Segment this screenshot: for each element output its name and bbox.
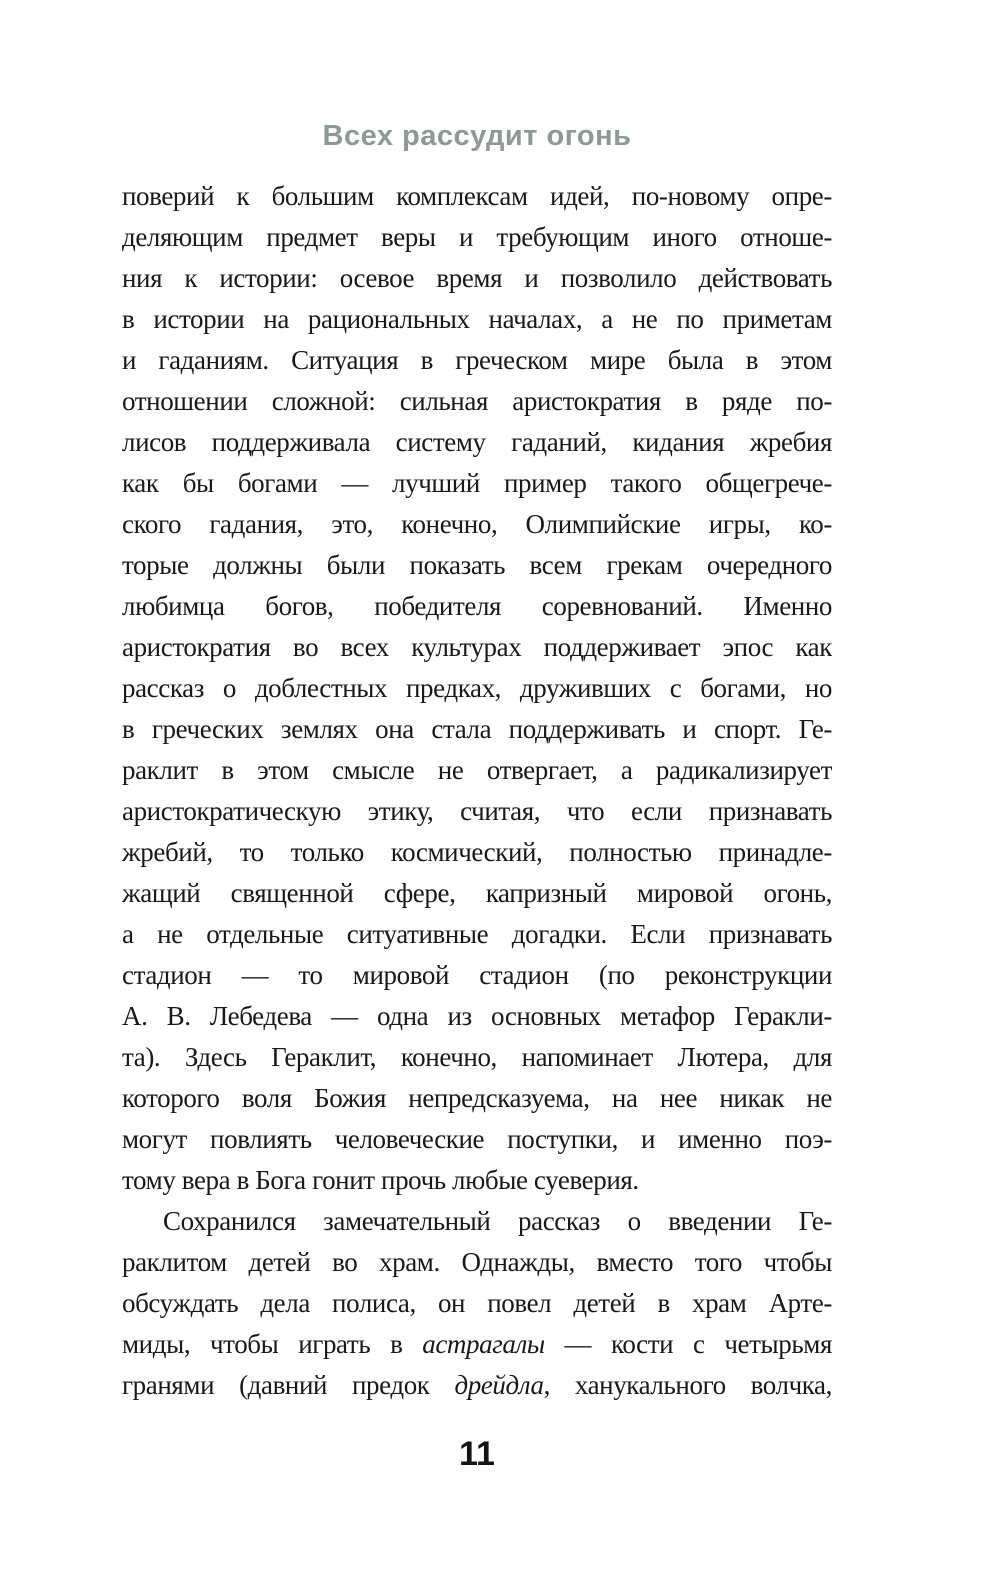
body-line — [122, 668, 832, 709]
body-line — [122, 1242, 832, 1283]
body-line — [122, 586, 832, 627]
body-line — [122, 996, 832, 1037]
text-segment: аристократическую этику, считая, что если признавать — [122, 796, 832, 826]
body-line — [122, 914, 832, 955]
text-segment: А. В. Лебедева — одна из основных метафор Геракли- — [122, 1001, 832, 1031]
body-line — [122, 1037, 832, 1078]
text-segment: миды, чтобы играть в — [122, 1329, 423, 1359]
body-line — [122, 504, 832, 545]
text-segment: тому вера в Бога гонит прочь любые суеверия. — [122, 1165, 639, 1195]
italic-term: дрейдла — [454, 1370, 544, 1400]
body-line — [122, 545, 832, 586]
text-segment: рассказ о доблестных предках, друживших с богами, но — [122, 673, 832, 703]
body-line — [122, 463, 832, 504]
body-line — [122, 791, 832, 832]
italic-term: астрагалы — [422, 1329, 545, 1359]
body-line — [122, 955, 832, 996]
text-segment: жребий, то только космический, полностью принадле- — [122, 837, 832, 867]
text-segment: гранями (давний предок — [122, 1370, 455, 1400]
body-line — [122, 1283, 832, 1324]
body-line — [122, 1201, 832, 1242]
text-segment: ния к истории: осевое время и позволило действовать — [122, 263, 832, 293]
page-number: 11 — [459, 1435, 495, 1473]
text-segment: лисов поддерживала систему гаданий, кидания жребия — [122, 427, 832, 457]
text-segment: в греческих землях она стала поддерживать и спорт. Ге- — [122, 714, 832, 744]
text-segment: обсуждать дела полиса, он повел детей в храм Арте- — [122, 1288, 832, 1318]
body-line — [122, 422, 832, 463]
text-segment: любимца богов, победителя соревнований. Именно — [122, 591, 832, 621]
body-line — [122, 873, 832, 914]
text-segment: , ханукального волчка, — [543, 1370, 832, 1400]
body-line — [122, 1324, 832, 1365]
text-segment: Сохранился замечательный рассказ о введении Ге- — [163, 1206, 832, 1236]
body-line — [122, 176, 832, 217]
text-segment: торые должны были показать всем грекам очередного — [122, 550, 832, 580]
text-segment: раклитом детей во храм. Однажды, вместо того чтобы — [122, 1247, 832, 1277]
text-segment: аристократия во всех культурах поддерживает эпос как — [122, 632, 832, 662]
text-segment: в истории на рациональных началах, а не по приметам — [122, 304, 832, 334]
text-segment: а не отдельные ситуативные догадки. Если признавать — [122, 919, 832, 949]
body-line — [122, 299, 832, 340]
body-line — [122, 627, 832, 668]
text-segment: — кости с четырьмя — [544, 1329, 832, 1359]
body-line — [122, 832, 832, 873]
body-line — [122, 258, 832, 299]
text-segment: деляющим предмет веры и требующим иного отноше- — [122, 222, 832, 252]
text-segment: поверий к большим комплексам идей, по-новому опре- — [122, 181, 832, 211]
body-line — [122, 1078, 832, 1119]
body-line — [122, 1119, 832, 1160]
body-line — [122, 381, 832, 422]
text-segment: жащий священной сфере, капризный мировой огонь, — [122, 878, 832, 908]
text-segment: которого воля Божия непредсказуема, на нее никак не — [122, 1083, 832, 1113]
body-text — [122, 176, 832, 1406]
running-header: Всех рассудит огонь — [322, 120, 632, 152]
body-line — [122, 750, 832, 791]
text-segment: та). Здесь Гераклит, конечно, напоминает Лютера, для — [122, 1042, 832, 1072]
text-segment: и гаданиям. Ситуация в греческом мире была в этом — [122, 345, 832, 375]
body-line — [122, 1160, 832, 1201]
body-line — [122, 340, 832, 381]
text-segment: стадион — то мировой стадион (по реконструкции — [122, 960, 832, 990]
body-line — [122, 217, 832, 258]
text-segment: как бы богами — лучший пример такого общегрече- — [122, 468, 832, 498]
text-segment: могут повлиять человеческие поступки, и именно поэ- — [122, 1124, 832, 1154]
text-segment: раклит в этом смысле не отвергает, а радикализирует — [122, 755, 832, 785]
text-segment: ского гадания, это, конечно, Олимпийские игры, ко- — [122, 509, 832, 539]
body-line — [122, 1365, 832, 1406]
body-line — [122, 709, 832, 750]
text-segment: отношении сложной: сильная аристократия в ряде по- — [122, 386, 832, 416]
